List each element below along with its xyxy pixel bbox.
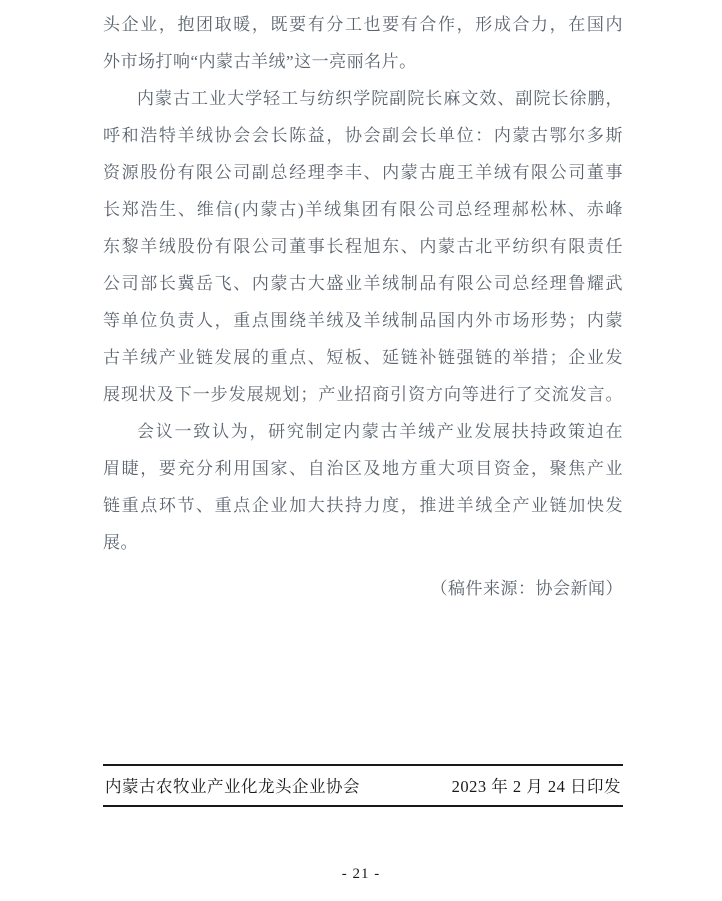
body-line: 展现状及下一步发展规划；产业招商引资方向等进行了交流发言。	[103, 385, 623, 404]
page-number: - 21 -	[341, 866, 381, 882]
body-line: 东黎羊绒股份有限公司董事长程旭东、内蒙古北平纺织有限责任	[103, 237, 623, 256]
body-line: 公司部长冀岳飞、内蒙古大盛业羊绒制品有限公司总经理鲁耀武	[103, 274, 623, 293]
body-line: 古羊绒产业链发展的重点、短板、延链补链强链的举措；企业发	[103, 348, 623, 367]
body-line: 等单位负责人，重点围绕羊绒及羊绒制品国内外市场形势；内蒙	[103, 311, 623, 330]
body-line: 链重点环节、重点企业加大扶持力度，推进羊绒全产业链加快发	[103, 496, 623, 515]
body-line: 会议一致认为，研究制定内蒙古羊绒产业发展扶持政策迫在	[137, 422, 623, 441]
body-line: 资源股份有限公司副总经理李丰、内蒙古鹿王羊绒有限公司董事	[103, 163, 623, 182]
footer-issuer: 内蒙古农牧业产业化龙头企业协会	[105, 777, 360, 796]
body-line: 呼和浩特羊绒协会会长陈益，协会副会长单位：内蒙古鄂尔多斯	[103, 126, 623, 145]
body-line: 内蒙古工业大学轻工与纺织学院副院长麻文效、副院长徐鹏，	[137, 89, 623, 108]
body-line: 外市场打响“内蒙古羊绒”这一亮丽名片。	[103, 52, 417, 71]
source-note: （稿件来源：协会新闻）	[430, 579, 623, 598]
body-line: 展。	[103, 533, 138, 552]
body-line: 眉睫，要充分利用国家、自治区及地方重大项目资金，聚焦产业	[103, 459, 623, 478]
body-line: 长郑浩生、维信(内蒙古)羊绒集团有限公司总经理郝松林、赤峰	[103, 200, 623, 219]
footer-print-date: 2023 年 2 月 24 日印发	[451, 777, 621, 796]
document-body	[103, 6, 623, 607]
body-line: 头企业，抱团取暖，既要有分工也要有合作，形成合力，在国内	[103, 15, 623, 34]
document-footer	[103, 764, 623, 807]
